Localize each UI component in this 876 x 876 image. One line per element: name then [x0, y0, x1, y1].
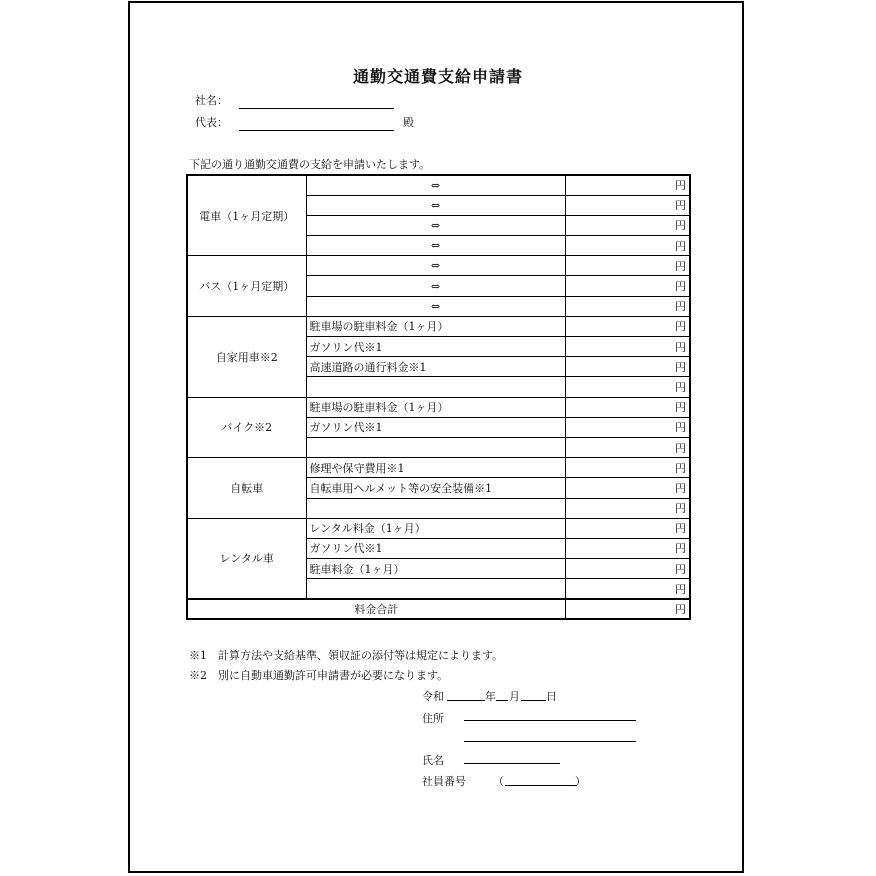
amount-cell[interactable]: 円 — [565, 437, 690, 457]
employee-no-open: （ — [493, 775, 504, 788]
date-day-field[interactable] — [521, 700, 546, 701]
name-label: 氏名 — [422, 754, 444, 767]
company-field[interactable] — [239, 108, 394, 109]
page-title: 通勤交通費支給申請書 — [352, 67, 523, 86]
address-field-2[interactable] — [464, 741, 636, 742]
category-label: バイク※2 — [187, 397, 306, 458]
item-cell[interactable]: 自転車用ヘルメット等の安全装備※1 — [306, 478, 565, 498]
amount-cell[interactable]: 円 — [565, 458, 690, 478]
date-year-label: 年 — [485, 690, 496, 703]
date-year-field[interactable] — [447, 700, 485, 701]
amount-cell[interactable]: 円 — [565, 377, 690, 397]
representative-label: 代表： — [195, 116, 228, 129]
route-cell[interactable]: ⇔ — [306, 175, 565, 195]
total-label: 料金合計 — [187, 599, 565, 619]
amount-cell[interactable]: 円 — [565, 296, 690, 316]
table-row — [187, 458, 690, 478]
route-cell[interactable]: ⇔ — [306, 276, 565, 296]
amount-cell[interactable]: 円 — [565, 236, 690, 256]
address-label: 住所 — [422, 712, 444, 725]
item-cell[interactable]: 駐車場の駐車料金（1ヶ月） — [306, 397, 565, 417]
date-era: 令和 — [422, 690, 444, 703]
route-cell[interactable]: ⇔ — [306, 236, 565, 256]
category-label: 電車（1ヶ月定期） — [187, 175, 306, 256]
amount-cell[interactable]: 円 — [565, 397, 690, 417]
name-field[interactable] — [464, 763, 560, 764]
amount-cell[interactable]: 円 — [565, 579, 690, 599]
amount-cell[interactable]: 円 — [565, 195, 690, 215]
amount-cell[interactable]: 円 — [565, 498, 690, 518]
intro-text: 下記の通り通勤交通費の支給を申請いたします。 — [189, 158, 431, 171]
item-cell[interactable] — [306, 498, 565, 518]
item-cell[interactable]: レンタル料金（1ヶ月） — [306, 518, 565, 538]
company-label: 社名： — [195, 94, 228, 107]
amount-cell[interactable]: 円 — [565, 276, 690, 296]
amount-cell[interactable]: 円 — [565, 478, 690, 498]
category-label: 自家用車※2 — [187, 316, 306, 397]
item-cell[interactable] — [306, 579, 565, 599]
table-row — [187, 256, 690, 276]
item-cell[interactable]: 高速道路の通行料金※1 — [306, 357, 565, 377]
total-amount-cell[interactable]: 円 — [565, 599, 690, 619]
amount-cell[interactable]: 円 — [565, 518, 690, 538]
note-1: ※1 計算方法や支給基準、領収証の添付等は規定によります。 — [189, 649, 504, 662]
representative-field[interactable] — [239, 130, 394, 131]
date-month-field[interactable] — [496, 700, 508, 701]
date-day-label: 日 — [546, 690, 557, 703]
total-row — [187, 599, 690, 619]
route-cell[interactable]: ⇔ — [306, 256, 565, 276]
route-cell[interactable]: ⇔ — [306, 296, 565, 316]
amount-cell[interactable]: 円 — [565, 559, 690, 579]
category-label: レンタル車 — [187, 518, 306, 599]
address-field-1[interactable] — [464, 720, 636, 721]
employee-no-label: 社員番号 — [422, 775, 466, 788]
employee-no-close: ） — [575, 775, 586, 788]
category-label: 自転車 — [187, 458, 306, 519]
table-row — [187, 397, 690, 417]
category-label: バス（1ヶ月定期） — [187, 256, 306, 317]
item-cell[interactable]: ガソリン代※1 — [306, 417, 565, 437]
honorific: 殿 — [403, 116, 414, 129]
amount-cell[interactable]: 円 — [565, 538, 690, 558]
route-cell[interactable]: ⇔ — [306, 195, 565, 215]
item-cell[interactable] — [306, 437, 565, 457]
item-cell[interactable]: 駐車場の駐車料金（1ヶ月） — [306, 316, 565, 336]
amount-cell[interactable]: 円 — [565, 337, 690, 357]
amount-cell[interactable]: 円 — [565, 175, 690, 195]
amount-cell[interactable]: 円 — [565, 357, 690, 377]
item-cell[interactable]: ガソリン代※1 — [306, 538, 565, 558]
expense-table — [186, 174, 691, 620]
amount-cell[interactable]: 円 — [565, 256, 690, 276]
table-row — [187, 518, 690, 538]
item-cell[interactable] — [306, 377, 565, 397]
item-cell[interactable]: 駐車料金（1ヶ月） — [306, 559, 565, 579]
item-cell[interactable]: ガソリン代※1 — [306, 337, 565, 357]
route-cell[interactable]: ⇔ — [306, 215, 565, 235]
table-row — [187, 175, 690, 195]
table-row — [187, 316, 690, 336]
date-month-label: 月 — [509, 690, 520, 703]
amount-cell[interactable]: 円 — [565, 215, 690, 235]
amount-cell[interactable]: 円 — [565, 417, 690, 437]
amount-cell[interactable]: 円 — [565, 316, 690, 336]
item-cell[interactable]: 修理や保守費用※1 — [306, 458, 565, 478]
employee-no-field[interactable] — [505, 785, 577, 786]
note-2: ※2 別に自動車通勤許可申請書が必要になります。 — [189, 669, 449, 682]
